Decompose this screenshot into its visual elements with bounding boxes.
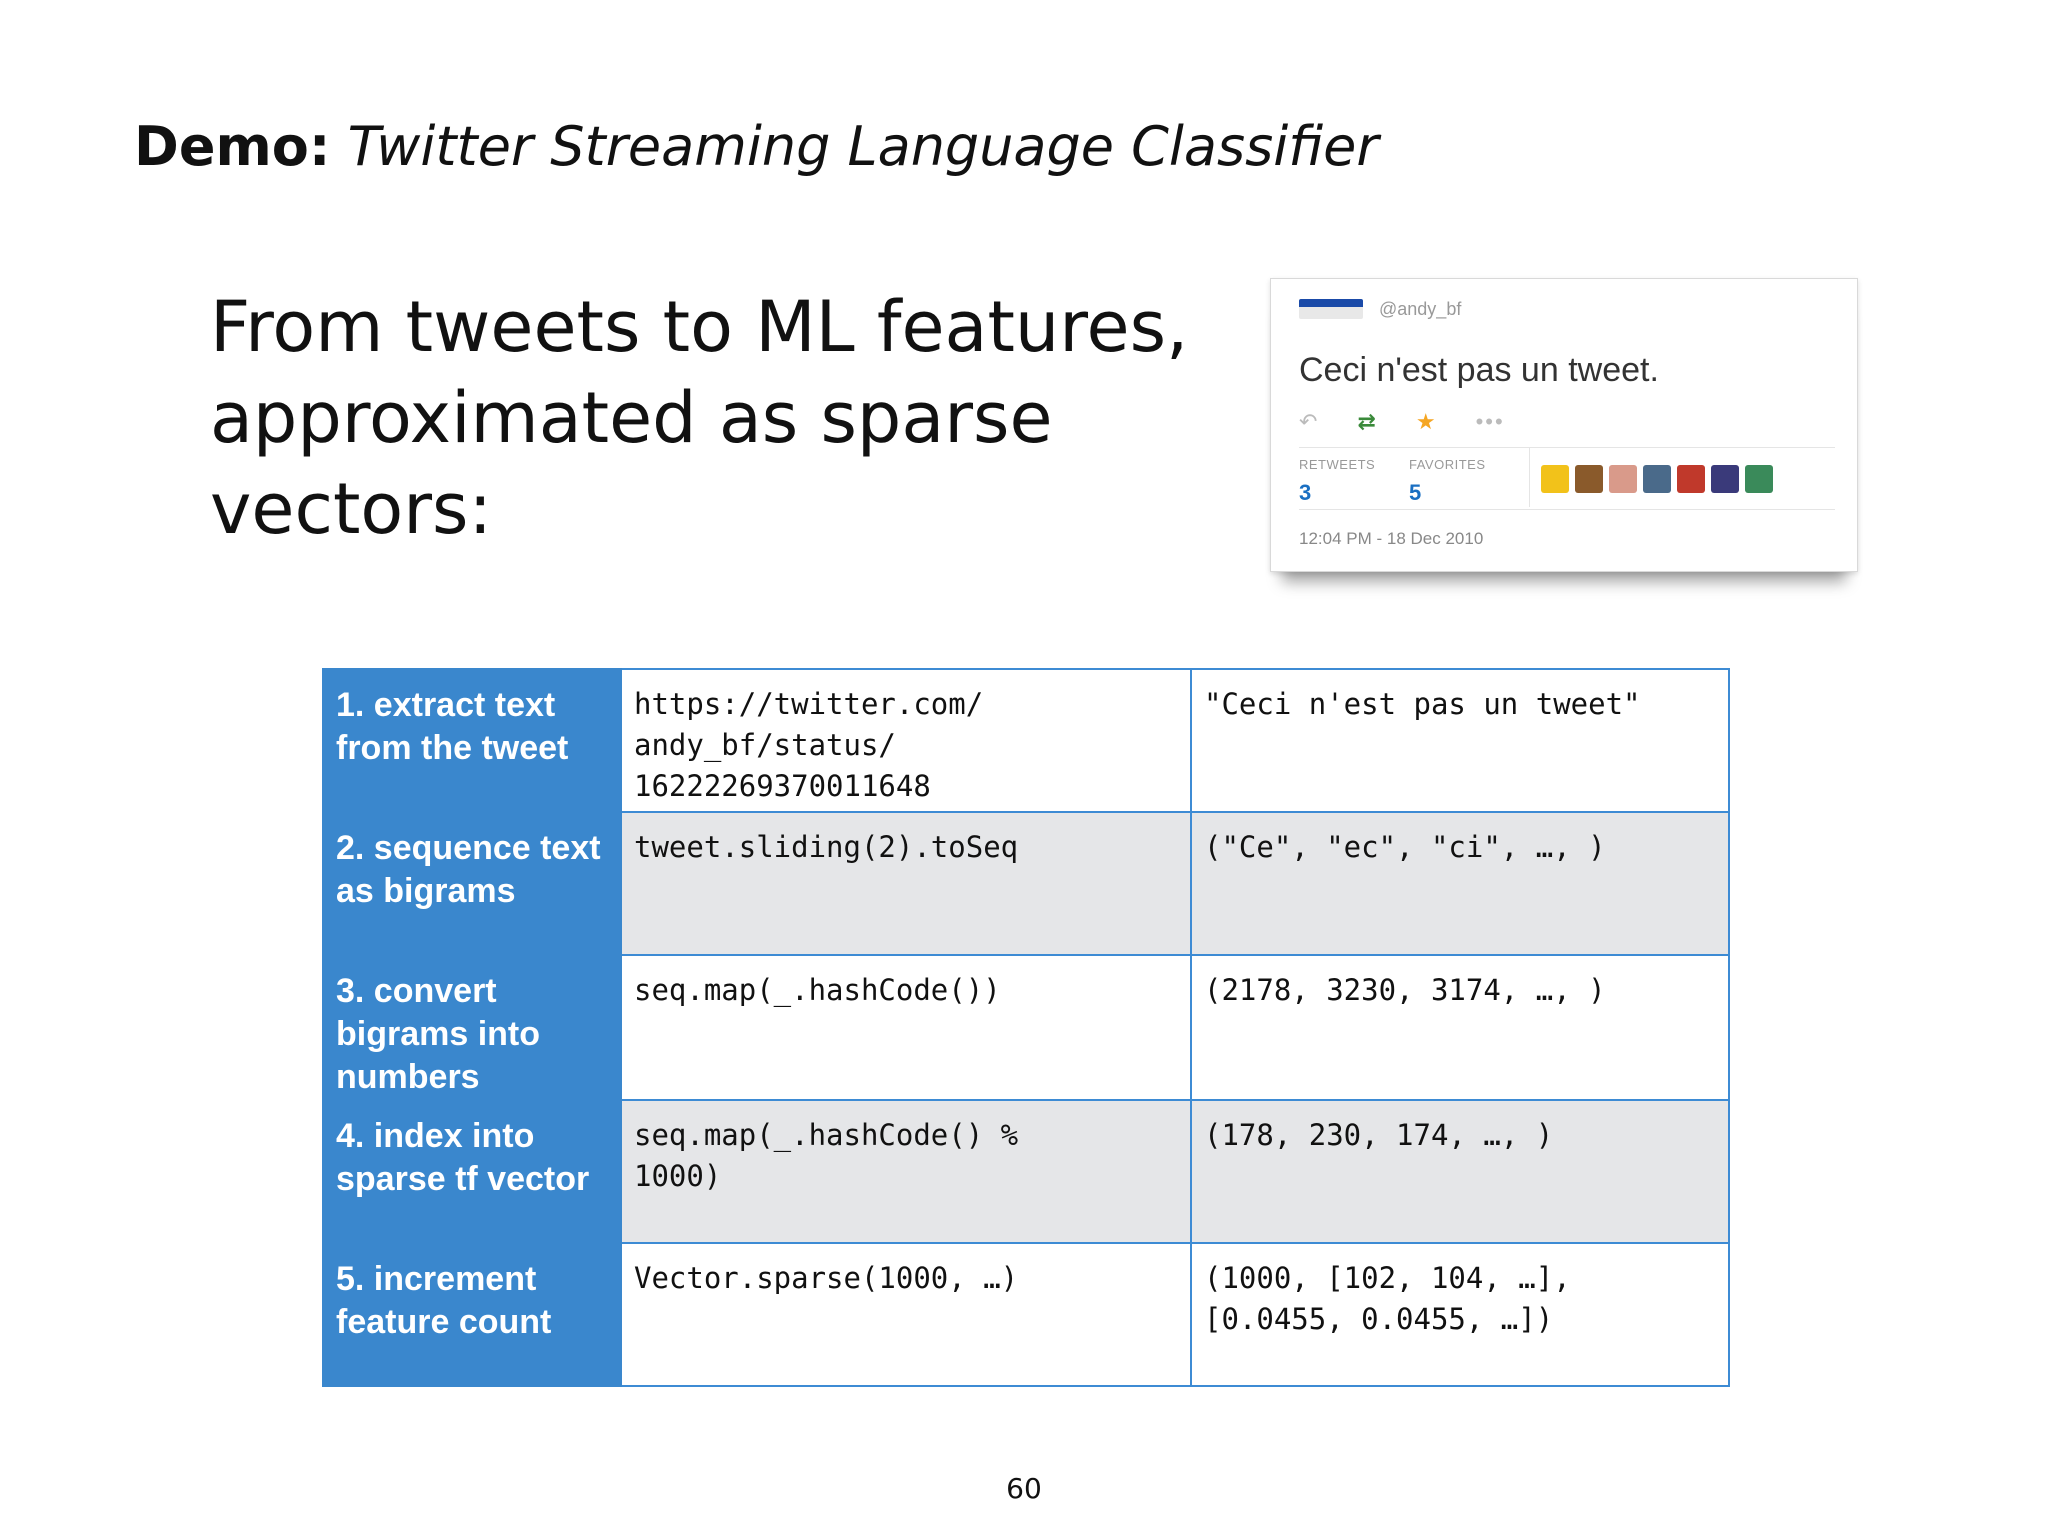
table-row <box>323 955 1729 1100</box>
step-code: https://twitter.com/ andy_bf/status/ 16222269370011648 <box>621 669 1191 812</box>
retweets-stat <box>1299 457 1375 506</box>
step-code: seq.map(_.hashCode()) <box>621 955 1191 1100</box>
step-label: 2. sequence text as bigrams <box>323 812 621 955</box>
tweet-actions <box>1299 409 1505 435</box>
favorites-stat <box>1409 457 1486 506</box>
page-number: 60 <box>1006 1472 1042 1505</box>
slide-title <box>134 112 1379 182</box>
favoriter-avatar <box>1711 465 1739 493</box>
favoriter-avatars <box>1541 465 1773 493</box>
step-label: 5. increment feature count <box>323 1243 621 1386</box>
table-row <box>323 812 1729 955</box>
favorites-count: 5 <box>1409 480 1422 505</box>
step-result: ("Ce", "ec", "ci", …, ) <box>1191 812 1729 955</box>
tweet-timestamp: 12:04 PM - 18 Dec 2010 <box>1299 529 1484 548</box>
tweet-divider <box>1529 447 1530 507</box>
step-label: 1. extract text from the tweet <box>323 669 621 812</box>
step-code: Vector.sparse(1000, …) <box>621 1243 1191 1386</box>
favoriter-avatar <box>1745 465 1773 493</box>
favoriter-avatar <box>1643 465 1671 493</box>
headline: From tweets to ML features, approximated as sparse vectors: <box>210 286 1189 550</box>
retweets-label: RETWEETS <box>1299 457 1376 472</box>
step-result: (178, 230, 174, …, ) <box>1191 1100 1729 1243</box>
tweet-divider <box>1299 447 1835 448</box>
retweet-icon: ⇄ <box>1357 409 1376 434</box>
retweets-count: 3 <box>1299 480 1312 505</box>
slide-title-bold: Demo: <box>134 115 331 178</box>
table-row <box>323 1243 1729 1386</box>
step-code: tweet.sliding(2).toSeq <box>621 812 1191 955</box>
tweet-text: Ceci n'est pas un tweet. <box>1299 351 1659 389</box>
step-result: "Ceci n'est pas un tweet" <box>1191 669 1729 812</box>
table-row <box>323 1100 1729 1243</box>
tweet-divider <box>1299 509 1835 510</box>
step-label: 4. index into sparse tf vector <box>323 1100 621 1243</box>
reply-icon: ↶ <box>1299 409 1318 434</box>
slide-title-italic: Twitter Streaming Language Classifier <box>347 115 1379 178</box>
table-row <box>323 669 1729 812</box>
step-code: seq.map(_.hashCode() % 1000) <box>621 1100 1191 1243</box>
favoriter-avatar <box>1541 465 1569 493</box>
tweet-handle: @andy_bf <box>1379 299 1462 319</box>
favoriter-avatar <box>1609 465 1637 493</box>
favoriter-avatar <box>1575 465 1603 493</box>
step-label: 3. convert bigrams into numbers <box>323 955 621 1100</box>
favoriter-avatar <box>1677 465 1705 493</box>
step-result: (2178, 3230, 3174, …, ) <box>1191 955 1729 1100</box>
favorite-star-icon: ★ <box>1415 409 1436 434</box>
tweet-avatar <box>1299 299 1363 319</box>
favorites-label: FAVORITES <box>1409 457 1486 472</box>
more-icon: ••• <box>1475 409 1505 434</box>
pipeline-table <box>322 668 1730 1387</box>
step-result: (1000, [102, 104, …], [0.0455, 0.0455, …]) <box>1191 1243 1729 1386</box>
tweet-card <box>1270 278 1858 572</box>
